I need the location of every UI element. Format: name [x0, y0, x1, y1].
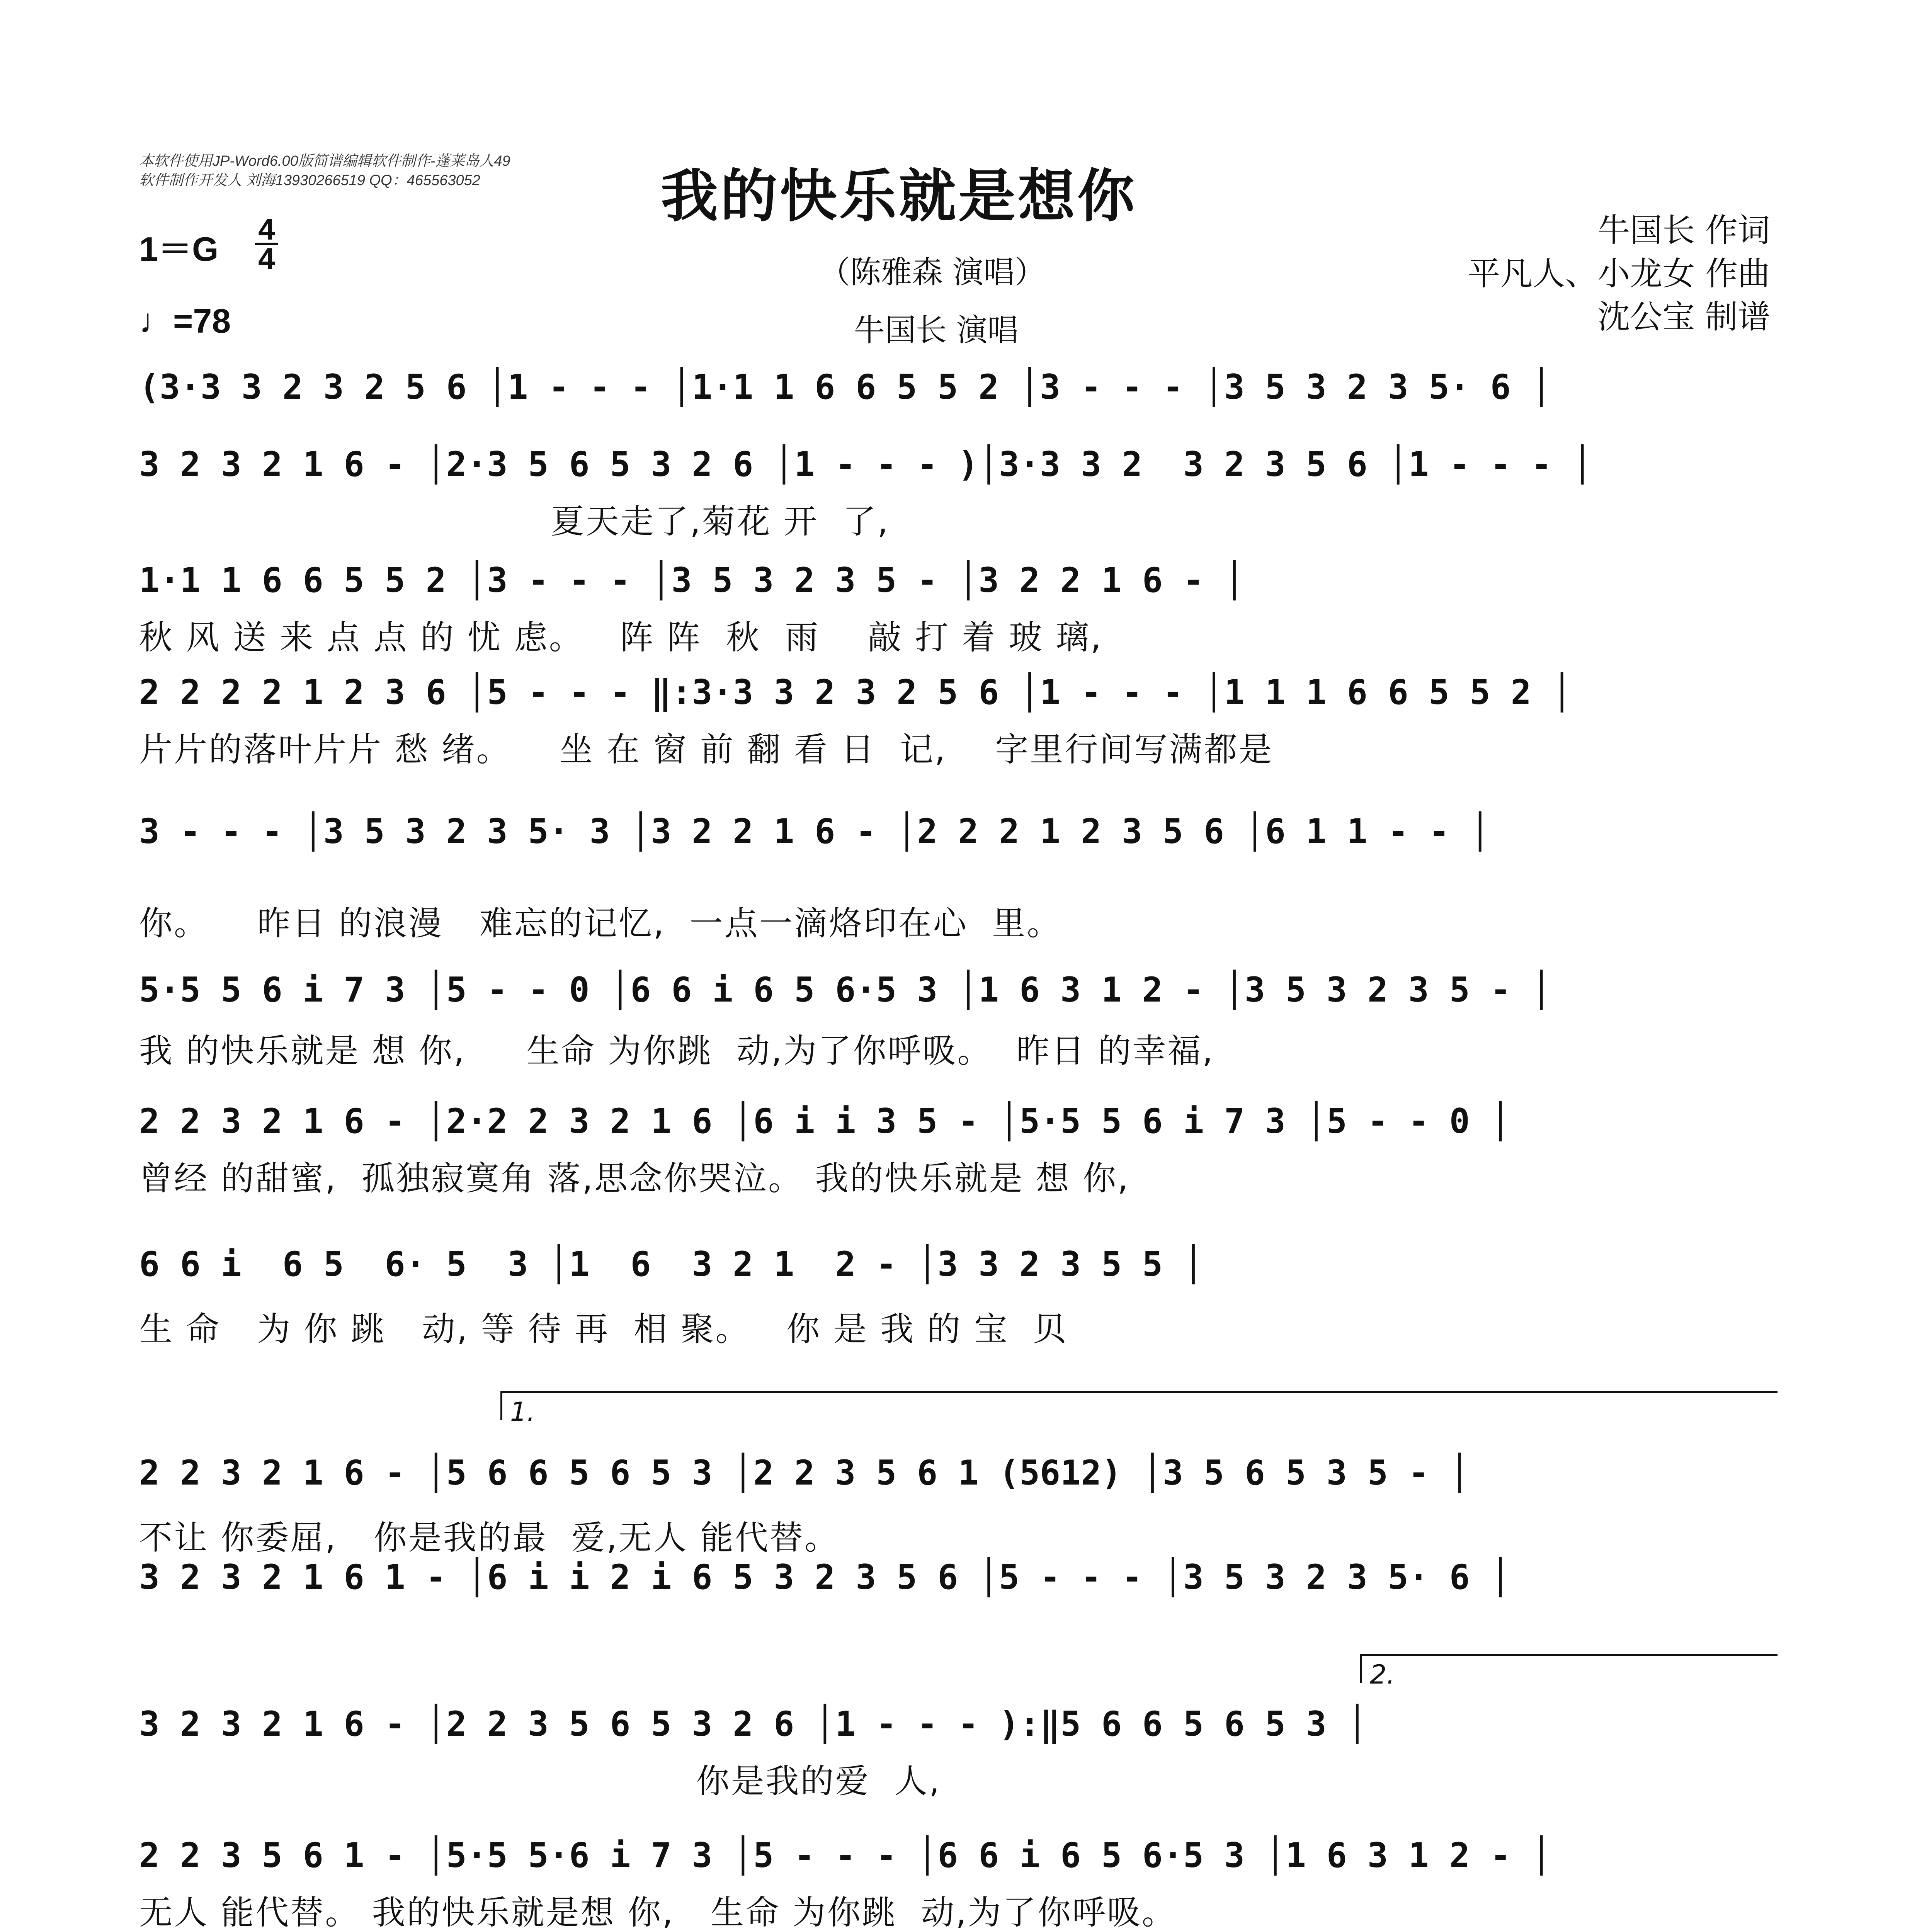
lyrics-row-2: 夏天走了,菊花 开 了,: [139, 502, 890, 541]
notes-row-9: 2 2 3 2 1 6 - │5 6 6 5 6 5 3 │2 2 3 5 6 1 (5612) │3 5 6 5 3 5 - │: [139, 1453, 1470, 1493]
notes-row-10: 3 2 3 2 1 6 1 - │6 i i 2 i 6 5 3 2 3 5 6 │5 - - - │3 5 3 2 3 5· 6 │: [139, 1557, 1511, 1597]
credits-block: [1468, 209, 1770, 338]
volta-2-label: 2.: [1370, 1660, 1395, 1690]
notes-row-11: 3 2 3 2 1 6 - │2 2 3 5 6 5 3 2 6 │1 - - - ):‖5 6 6 5 6 5 3 │: [139, 1704, 1368, 1744]
lyrics-row-9: 不让 你委屈, 你是我的最 爱,无人 能代替。: [139, 1519, 840, 1557]
time-signature-top: 4: [258, 212, 275, 246]
lyrics-row-5: 你。 昨日 的浪漫 难忘的记忆, 一点一滴烙印在心 里。: [139, 904, 1062, 943]
notes-row-5: 3 - - - │3 5 3 2 3 5· 3 │3 2 2 1 6 - │2 2 2 1 2 3 5 6 │6 1 1 - - │: [139, 811, 1490, 851]
composer-credit: 平凡人、小龙女 作曲: [1468, 255, 1770, 293]
singer-subtitle: （陈雅森 演唱）: [819, 254, 1046, 290]
notes-row-3: 1·1 1 6 6 5 5 2 │3 - - - │3 5 3 2 3 5 - │3 2 2 1 6 - │: [139, 560, 1245, 600]
tempo-marking: ♩=78: [139, 302, 231, 340]
notes-row-8: 6 6 i 6 5 6· 5 3 │1 6 3 2 1 2 - │3 3 2 3 5 5 │: [139, 1244, 1204, 1284]
notes-row-6: 5·5 5 6 i 7 3 │5 - - 0 │6 6 i 6 5 6·5 3 │1 6 3 1 2 - │3 5 3 2 3 5 - │: [139, 970, 1552, 1010]
notes-row-7: 2 2 3 2 1 6 - │2·2 2 3 2 1 6 │6 i i 3 5 - │5·5 5 6 i 7 3 │5 - - 0 │: [139, 1101, 1511, 1141]
singer-subtitle-2: 牛国长 演唱: [854, 312, 1019, 348]
time-signature-bottom: 4: [258, 242, 275, 276]
volta-bracket-2: [1360, 1654, 1778, 1683]
lyrics-row-8: 生 命 为 你 跳 动, 等 待 再 相 聚。 你 是 我 的 宝 贝: [139, 1310, 1068, 1349]
software-credit-line-2: 软件制作开发人 刘海13930266519 QQ：465563052: [139, 172, 480, 189]
lyrics-row-4: 片片的落叶片片 愁 绪。 坐 在 窗 前 翻 看 日 记, 字里行间写满都是: [139, 730, 1274, 769]
volta-1-label: 1.: [510, 1397, 535, 1427]
lyrics-row-6: 我 的快乐就是 想 你, 生命 为你跳 动,为了你呼吸。 昨日 的幸福,: [139, 1032, 1214, 1070]
notes-row-2: 3 2 3 2 1 6 - │2·3 5 6 5 3 2 6 │1 - - - )│3·3 3 2 3 2 3 5 6 │1 - - - │: [139, 444, 1593, 484]
lyrics-row-12: 无人 能代替。 我的快乐就是想 你, 生命 为你跳 动,为了你呼吸。: [139, 1893, 1177, 1932]
software-credit: [139, 151, 510, 190]
software-credit-line-1: 本软件使用JP-Word6.00版简谱编辑软件制作-蓬莱岛人49: [139, 153, 510, 169]
key-signature: 1＝G: [139, 230, 219, 268]
time-signature: [255, 212, 278, 276]
volta-bracket-1: [500, 1391, 1778, 1420]
transcriber-credit: 沈公宝 制谱: [1597, 298, 1770, 336]
page-title: 我的快乐就是想你: [661, 163, 1137, 230]
notes-row-1: (3·3 3 2 3 2 5 6 │1 - - - │1·1 1 6 6 5 5 2 │3 - - - │3 5 3 2 3 5· 6 │: [139, 367, 1552, 407]
lyrics-row-7: 曾经 的甜蜜, 孤独寂寞角 落,思念你哭泣。 我的快乐就是 想 你,: [139, 1159, 1130, 1198]
notes-row-12: 2 2 3 5 6 1 - │5·5 5·6 i 7 3 │5 - - - │6 6 i 6 5 6·5 3 │1 6 3 1 2 - │: [139, 1835, 1552, 1875]
lyrics-row-11: 你是我的爱 人,: [139, 1762, 941, 1801]
lyrics-row-3: 秋 风 送 来 点 点 的 忧 虑。 阵 阵 秋 雨 敲 打 着 玻 璃,: [139, 618, 1103, 657]
notes-row-4: 2 2 2 2 1 2 3 6 │5 - - - ‖:3·3 3 2 3 2 5 6 │1 - - - │1 1 1 6 6 5 5 2 │: [139, 672, 1572, 712]
lyricist-credit: 牛国长 作词: [1597, 211, 1770, 249]
